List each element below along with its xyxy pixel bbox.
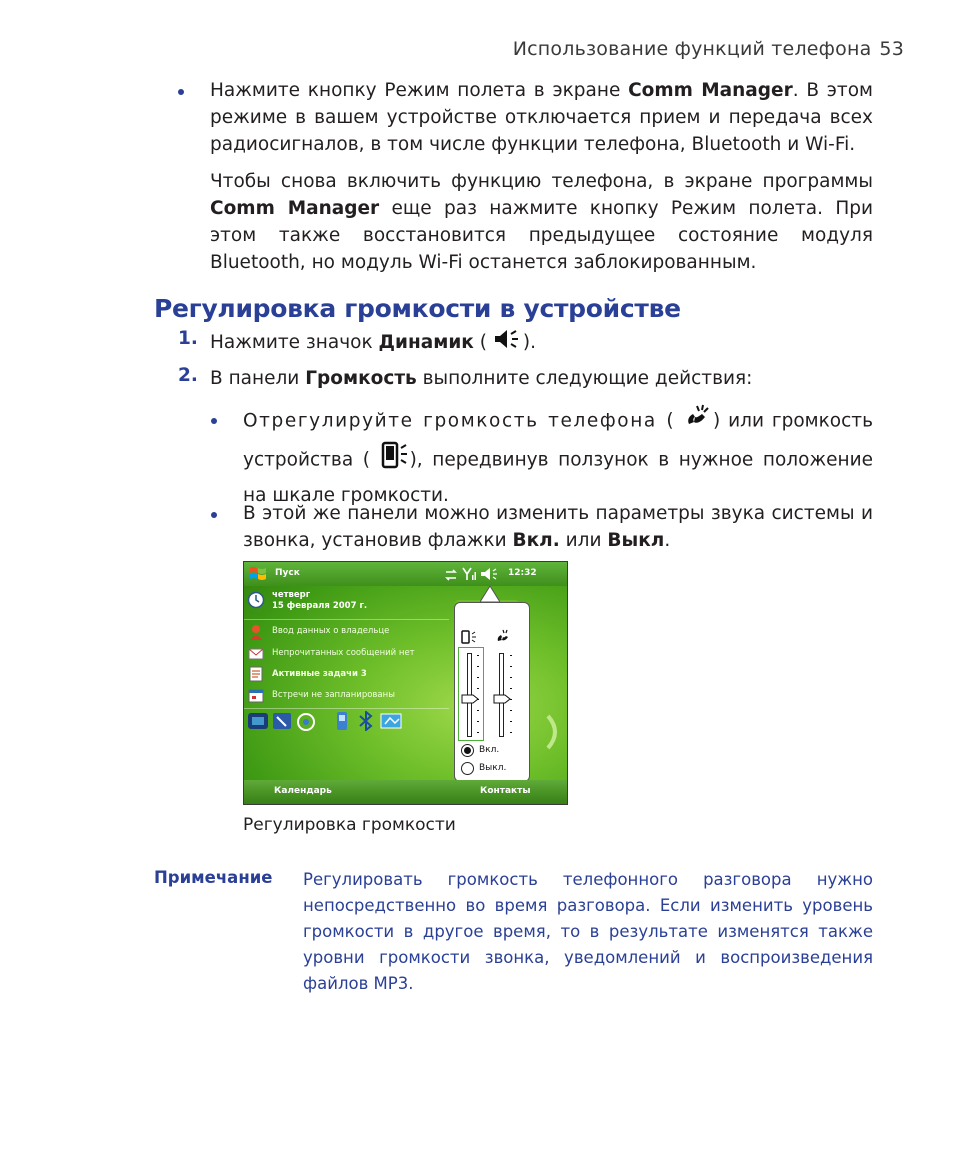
- tasks-row[interactable]: [244, 665, 449, 685]
- bullet-marker: [178, 89, 184, 95]
- page-number: 53: [879, 38, 904, 60]
- phone-icon[interactable]: [331, 711, 353, 735]
- bullet-paragraph-airplane: [210, 77, 873, 158]
- header-title: Использование функций телефона: [512, 38, 872, 60]
- text: ) или громкость устройства (: [243, 410, 873, 471]
- messages-row[interactable]: [244, 644, 449, 664]
- on-radio-label: Вкл.: [479, 745, 500, 755]
- comm-manager-term: Comm Manager: [210, 198, 380, 219]
- off-term: Выкл: [607, 530, 665, 551]
- text: Чтобы снова включить функцию телефона, в экране программы: [210, 171, 873, 192]
- device-screenshot: [243, 561, 568, 805]
- wifi-icon[interactable]: [295, 711, 317, 735]
- tasks-icon: [249, 666, 263, 686]
- on-term: Вкл.: [512, 530, 560, 551]
- paragraph-restore: [210, 168, 873, 276]
- comm-manager-icon[interactable]: [247, 711, 269, 735]
- divider: [244, 708, 449, 709]
- calendar-softkey[interactable]: Календарь: [274, 786, 332, 796]
- bullet-marker: [211, 418, 217, 424]
- divider: [244, 619, 449, 620]
- popup-pointer: [480, 586, 500, 606]
- date-label: 15 февраля 2007 г.: [272, 601, 368, 611]
- owner-icon: [249, 624, 263, 644]
- phone-volume-thumb[interactable]: [493, 689, 511, 708]
- speaker-icon[interactable]: [480, 566, 500, 586]
- envelope-icon: [248, 646, 264, 665]
- text: В панели: [210, 368, 306, 389]
- start-label[interactable]: Пуск: [275, 568, 300, 578]
- volume-panel: [454, 602, 530, 782]
- step-number: 1.: [178, 328, 198, 349]
- device-lock-icon[interactable]: [271, 711, 293, 735]
- note-text: Регулировать громкость телефонного разговора нужно непосредственно во время разговора. Если изменить уровень громкости в другое время, то в результате изменятся также уровни громкости звонка, уведомлений и воспроизведения файлов MP3.: [303, 870, 873, 993]
- step-1: [210, 328, 873, 358]
- calendar-icon: [248, 688, 264, 707]
- phone-ring-icon: [683, 402, 713, 441]
- sub-bullet-volume: [243, 402, 873, 512]
- volume-term: Громкость: [305, 368, 417, 389]
- bullet-marker: [211, 512, 217, 518]
- phone-volume-ticks: [510, 655, 512, 735]
- contacts-softkey[interactable]: Контакты: [480, 786, 531, 796]
- text: Нажмите кнопку Режим полета в экране: [210, 80, 629, 101]
- appointments-row[interactable]: [244, 686, 449, 706]
- on-radio[interactable]: [461, 744, 474, 757]
- text: ).: [522, 332, 536, 353]
- text: ), передвинув ползунок в нужное положение на шкале громкости.: [243, 449, 873, 506]
- text: еще раз нажмите кнопку Режим полета. При этом также восстановится предыдущее состояние модуля Bluetooth, но модуль Wi-Fi останется заблокированным.: [210, 198, 873, 273]
- date-row[interactable]: [244, 588, 449, 618]
- signal-icon[interactable]: [461, 566, 477, 586]
- sync-icon[interactable]: [379, 711, 403, 735]
- off-radio-label: Выкл.: [479, 763, 507, 773]
- phone-ring-icon: [495, 628, 511, 648]
- section-title: Регулировка громкости в устройстве: [154, 294, 681, 323]
- speaker-icon: [493, 328, 523, 358]
- step-2: [210, 365, 873, 392]
- appointments-text: Встречи не запланированы: [272, 690, 395, 700]
- off-radio[interactable]: [461, 762, 474, 775]
- text: В этой же панели можно изменить параметры звука системы и звонка, установив флажки: [243, 503, 873, 551]
- note-label: Примечание: [154, 868, 273, 887]
- text: выполните следующие действия:: [416, 368, 753, 389]
- bluetooth-icon[interactable]: [355, 711, 377, 735]
- text: .: [664, 530, 671, 551]
- wireless-icons-row: [247, 711, 447, 733]
- tasks-text: Активные задачи 3: [272, 669, 367, 679]
- text: Отрегулируйте громкость телефона (: [243, 410, 676, 432]
- owner-text: Ввод данных о владельце: [272, 626, 390, 636]
- step-number: 2.: [178, 365, 198, 386]
- owner-row[interactable]: [244, 622, 449, 642]
- sub-bullet-checkboxes: [243, 500, 873, 554]
- connectivity-icon[interactable]: [444, 567, 458, 586]
- text: . В этом режиме в вашем устройстве отключается прием и передача всех радиосигналов, в том числе функции телефона, Bluetooth и Wi-Fi.: [210, 80, 873, 155]
- scroll-arrow-icon: [544, 712, 564, 756]
- device-volume-icon: [461, 629, 477, 648]
- clock-icon: [247, 591, 265, 613]
- page-header: [513, 38, 904, 60]
- messages-text: Непрочитанных сообщений нет: [272, 648, 415, 658]
- speaker-term: Динамик: [378, 332, 474, 353]
- day-label: четверг: [272, 590, 311, 600]
- text: или: [559, 530, 608, 551]
- clock[interactable]: 12:32: [508, 568, 537, 578]
- figure-caption: Регулировка громкости: [243, 815, 456, 835]
- windows-flag-icon[interactable]: [247, 565, 269, 587]
- device-volume-ticks: [477, 655, 479, 735]
- soft-key-bar: [244, 780, 567, 804]
- comm-manager-term: Comm Manager: [628, 80, 793, 101]
- device-volume-icon: [380, 441, 410, 480]
- text: Нажмите значок: [210, 332, 379, 353]
- text: (: [473, 332, 487, 353]
